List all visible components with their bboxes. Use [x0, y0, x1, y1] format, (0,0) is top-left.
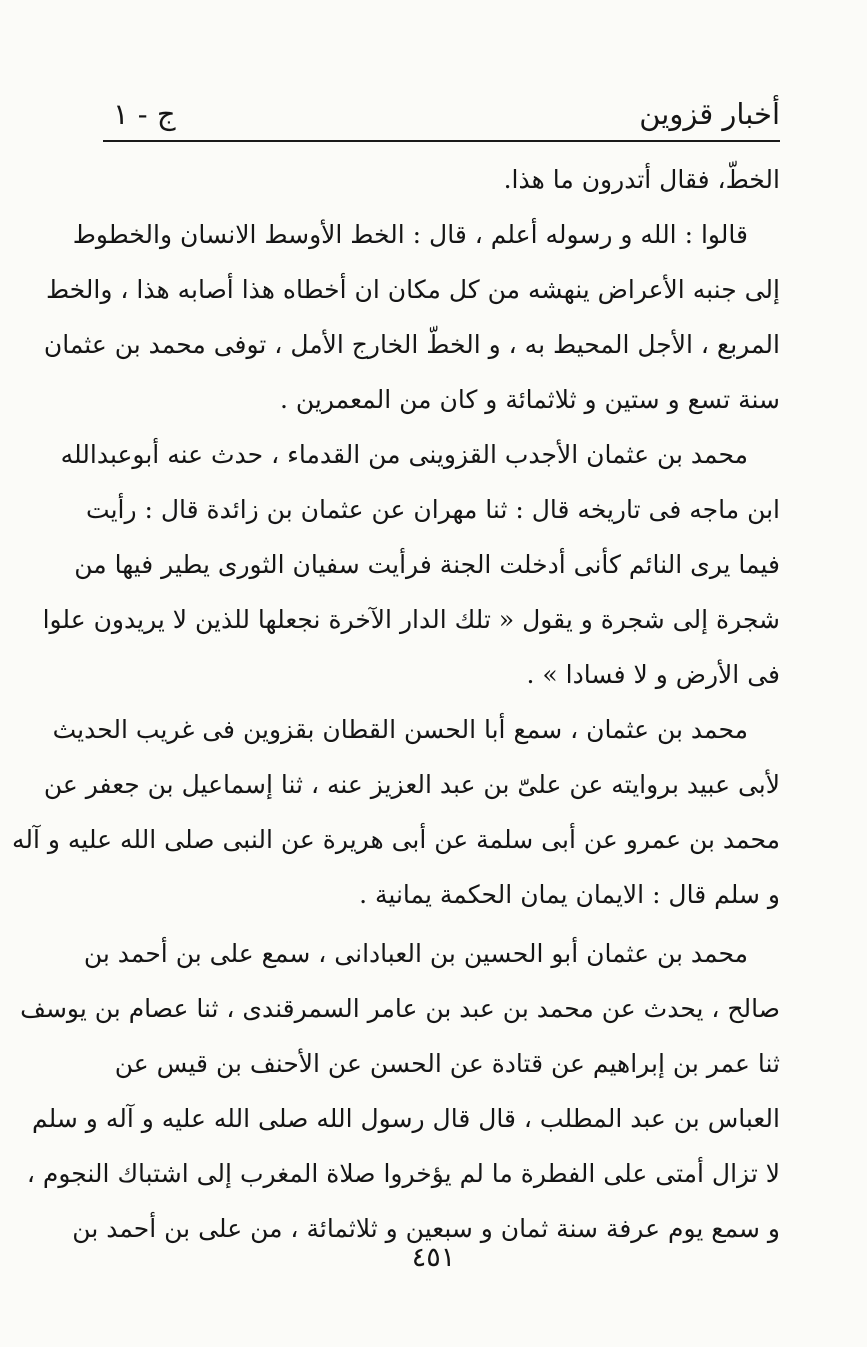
text-line: و سمع يوم عرفة سنة ثمان و سبعين و ثلاثمائة ، من على بن أحمد بن: [72, 1214, 780, 1243]
text-line: فيما يرى النائم كأنى أدخلت الجنة فرأيت سفيان الثورى يطير فيها من: [74, 550, 780, 579]
text-line: لأبى عبيد بروايته عن علىّ بن عبد العزيز عنه ، ثنا إسماعيل بن جعفر عن: [43, 770, 780, 799]
text-line: ابن ماجه فى تاريخه قال : ثنا مهران عن عثمان بن زائدة قال : رأيت: [86, 495, 780, 524]
text-line: محمد بن عثمان أبو الحسين بن العبادانى ، سمع على بن أحمد بن: [83, 939, 748, 968]
text-line: قالوا : الله و رسوله أعلم ، قال : الخط الأوسط الانسان والخطوط: [72, 220, 748, 249]
text-line: العباس بن عبد المطلب ، قال قال رسول الله صلى الله عليه و آله و سلم: [32, 1104, 780, 1133]
text-line: المربع ، الأجل المحيط به ، و الخطّ الخارج الأمل ، توفى محمد بن عثمان: [43, 330, 780, 359]
body-text: [11, 152, 780, 1256]
page-number: ٤٥١: [411, 1242, 456, 1273]
running-header: [105, 92, 780, 140]
text-line: ثنا عمر بن إبراهيم عن قتادة عن الحسن عن الأحنف بن قيس عن: [114, 1049, 780, 1078]
volume-label: ج - ١: [113, 97, 176, 131]
text-line: شجرة إلى شجرة و يقول « تلك الدار الآخرة نجعلها للذين لا يريدون علوا: [42, 605, 780, 634]
text-line: و سلم قال : الايمان يمان الحكمة يمانية .: [359, 880, 780, 909]
text-line: محمد بن عمرو عن أبى سلمة عن أبى هريرة عن النبى صلى الله عليه و آله: [11, 825, 780, 854]
text-line: سنة تسع و ستين و ثلاثمائة و كان من المعمرين .: [279, 385, 780, 414]
text-line: لا تزال أمتى على الفطرة ما لم يؤخروا صلاة المغرب إلى اشتباك النجوم ،: [26, 1159, 780, 1188]
text-line: إلى جنبه الأعراض ينهشه من كل مكان ان أخطاه هذا أصابه هذا ، والخط: [45, 275, 780, 304]
header-rule: [103, 140, 780, 142]
text-line: فى الأرض و لا فسادا » .: [526, 660, 780, 689]
text-line: صالح ، يحدث عن محمد بن عبد بن عامر السمرقندى ، ثنا عصام بن يوسف: [20, 994, 780, 1023]
text-line: الخطّ، فقال أتدرون ما هذا.: [503, 165, 780, 194]
text-line: محمد بن عثمان الأجدب القزوينى من القدماء ، حدث عنه أبوعبدالله: [60, 440, 748, 469]
text-line: محمد بن عثمان ، سمع أبا الحسن القطان بقزوين فى غريب الحديث: [52, 715, 748, 744]
book-title: أخبار قزوين: [639, 97, 780, 131]
